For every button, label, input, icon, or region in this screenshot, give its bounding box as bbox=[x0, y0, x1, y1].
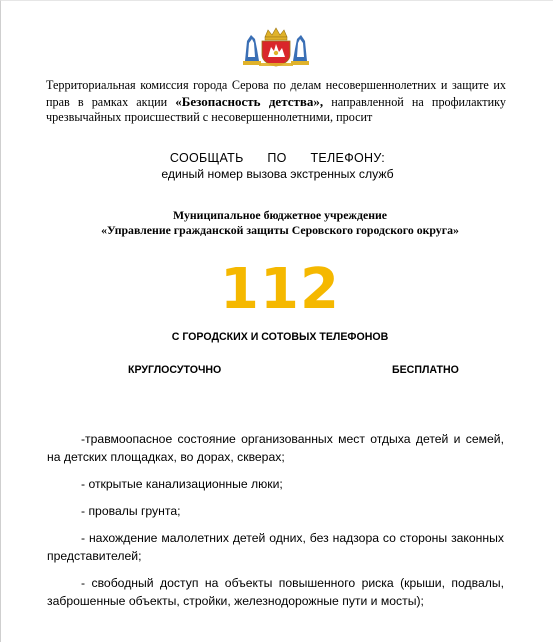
intro-text-after: направленной на профилактику чрезвычайных происшествий с несовершеннолетними, просит bbox=[46, 94, 506, 124]
emergency-number: 112 bbox=[220, 257, 340, 322]
list-item: - нахождение малолетних детей одних, без надзора со стороны законных представителей; bbox=[47, 531, 504, 563]
phones-note: С ГОРОДСКИХ И СОТОВЫХ ТЕЛЕФОНОВ bbox=[171, 331, 389, 343]
call-title: СООБЩАТЬ ПО ТЕЛЕФОНУ: bbox=[169, 151, 386, 165]
list-item: - провалы грунта; bbox=[81, 504, 181, 518]
list-item: - свободный доступ на объекты повышенного риска (крыши, подвалы, заброшенные объекты, стройки, железнодорожные пути и мосты); bbox=[47, 576, 504, 608]
institution-block bbox=[60, 208, 500, 238]
shield-icon bbox=[262, 41, 290, 66]
list-item: -травмоопасное состояние организованных мест отдыха детей и семей, на детских площадках, во дорах, скверах; bbox=[47, 432, 504, 464]
around-the-clock-label: КРУГЛОСУТОЧНО bbox=[128, 364, 222, 376]
list-item: - открытые канализационные люки; bbox=[81, 477, 283, 491]
call-header bbox=[100, 150, 455, 182]
coat-of-arms-icon bbox=[241, 27, 311, 67]
right-supporter-icon bbox=[291, 35, 309, 65]
intro-paragraph bbox=[46, 78, 506, 126]
left-supporter-icon bbox=[243, 35, 261, 65]
hazard-list bbox=[47, 430, 504, 619]
call-subtitle: единый номер вызова экстренных служб bbox=[161, 167, 394, 181]
institution-line-2: «Управление гражданской защиты Серовского городского округа» bbox=[101, 223, 459, 237]
crown-icon bbox=[265, 28, 287, 40]
free-label: БЕСПЛАТНО bbox=[392, 364, 459, 376]
institution-line-1: Муниципальное бюджетное учреждение bbox=[172, 208, 388, 222]
intro-text-before: Территориальная комиссия города Серова по делам несовершеннолетних и защите их прав в рамках акции bbox=[46, 78, 506, 109]
action-name: «Безопасность детства», bbox=[175, 93, 324, 109]
